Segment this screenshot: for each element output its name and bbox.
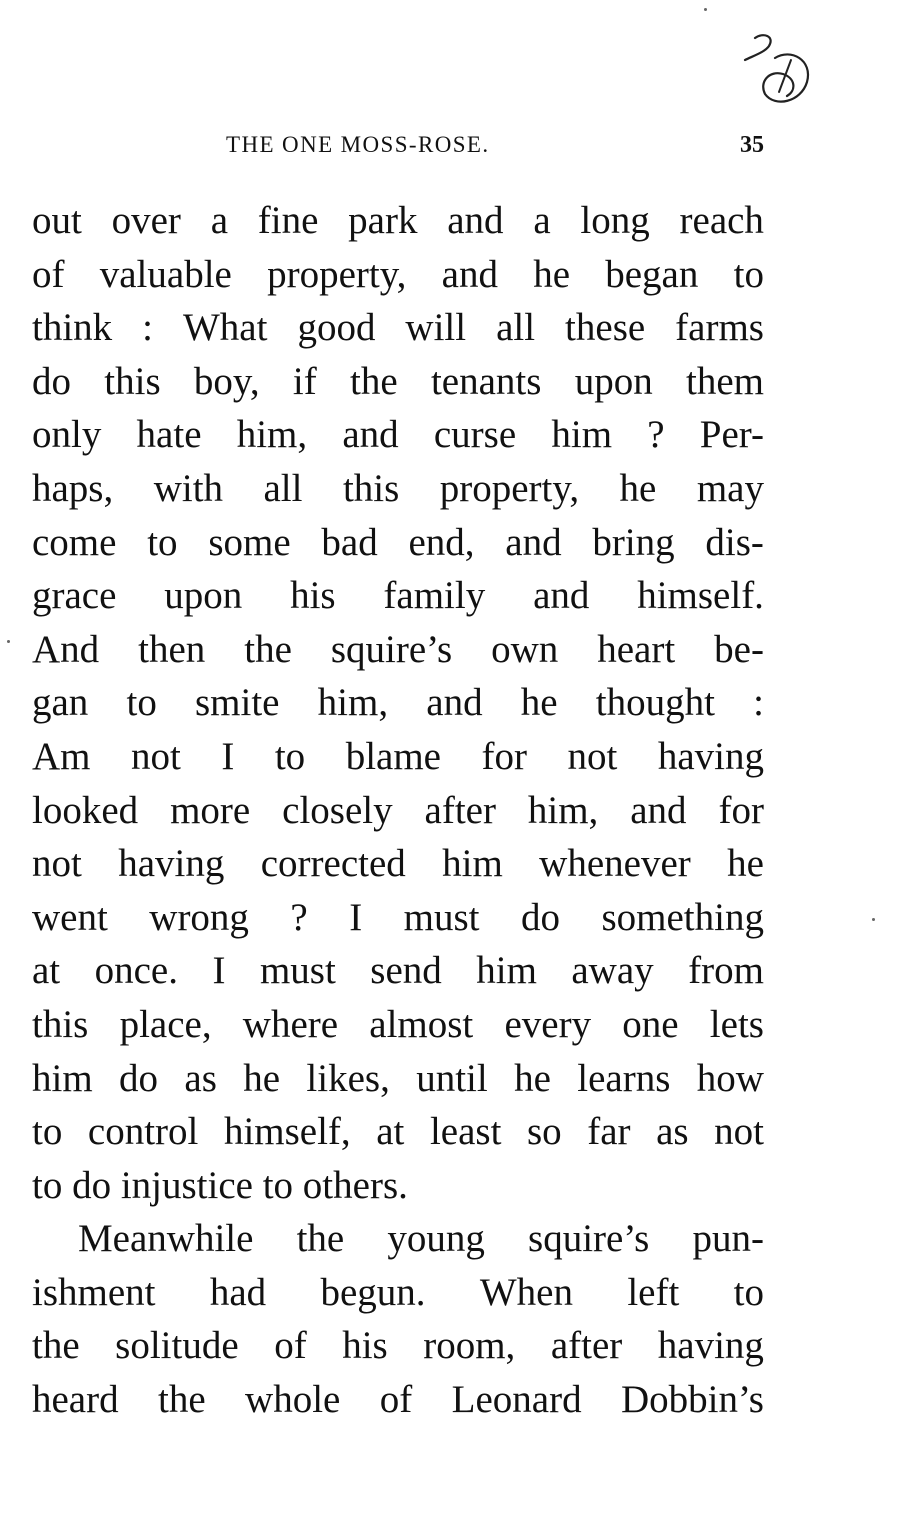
page-speck [704,8,707,11]
text-line: of valuable property, and he began to [32,252,764,296]
text-line: only hate him, and curse him ? Per- [32,413,764,457]
text-line: grace upon his family and himself. [32,574,764,618]
text-line: come to some bad end, and bring dis- [32,520,764,564]
text-line: Meanwhile the young squire’s pun- [78,1217,764,1261]
text-line: this place, where almost every one lets [32,1002,764,1046]
text-line: went wrong ? I must do something [32,895,764,939]
handwritten-mark [735,30,825,120]
page-speck [7,640,10,643]
text-line: think : What good will all these farms [32,306,764,350]
text-line: do this boy, if the tenants upon them [32,359,764,403]
text-line: out over a fine park and a long reach [32,199,764,242]
text-line: And then the squire’s own heart be- [32,627,764,671]
text-line: to do injustice to others. [32,1163,408,1207]
text-line: him do as he likes, until he learns how [32,1056,764,1100]
text-line: haps, with all this property, he may [32,466,764,510]
text-line: to control himself, at least so far as not [32,1110,764,1154]
page-speck [872,918,875,921]
text-line: looked more closely after him, and for [32,788,764,832]
running-head [32,128,764,162]
text-line: heard the whole of Leonard Dobbin’s [32,1378,764,1422]
body-text [32,194,764,1427]
text-line: the solitude of his room, after having [32,1324,764,1368]
text-line: Am not I to blame for not having [32,734,764,778]
running-title: THE ONE MOSS-ROSE. [226,132,490,157]
text-line: gan to smite him, and he thought : [32,681,764,725]
text-line: not having corrected him whenever he [32,842,764,886]
text-line: ishment had begun. When left to [32,1270,764,1314]
text-line: at once. I must send him away from [32,949,764,993]
page-number: 35 [740,132,764,158]
